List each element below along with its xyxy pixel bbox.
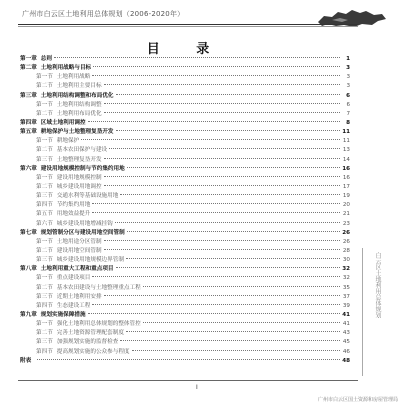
- toc-section-row[interactable]: [20, 146, 350, 155]
- toc-entry-number: 第二节: [36, 83, 53, 90]
- toc-entry-number: 第九章: [20, 311, 37, 318]
- toc-section-row[interactable]: [20, 302, 350, 311]
- toc-chapter-row[interactable]: [20, 265, 350, 274]
- toc-entry-number: 第五节: [36, 211, 53, 218]
- toc-dot-leader: [116, 130, 340, 131]
- toc-dot-leader: [54, 57, 340, 58]
- toc-entry-label: 总则: [40, 56, 52, 62]
- toc-section-row[interactable]: [20, 156, 350, 165]
- toc-dot-leader: [132, 350, 340, 351]
- toc-dot-leader: [104, 240, 340, 241]
- toc-entry-number: 第一节: [36, 138, 53, 145]
- toc-dot-leader: [92, 304, 340, 305]
- toc-entry-page: 41: [342, 311, 350, 318]
- toc-section-row[interactable]: [20, 201, 350, 210]
- toc-entry-page: 32: [342, 275, 350, 282]
- toc-dot-leader: [104, 103, 340, 104]
- toc-entry-number: 第五章: [20, 129, 37, 136]
- toc-chapter-row[interactable]: [20, 92, 350, 101]
- toc-title: 目 录: [146, 42, 226, 57]
- toc-entry-page: 43: [342, 330, 350, 337]
- toc-entry-label: 城乡建设用地调控: [56, 183, 102, 190]
- toc-entry-label: 土地用途分区管制: [56, 238, 102, 245]
- toc-entry-label: 生态建设工程: [56, 302, 91, 309]
- toc-entry-number: 第一节: [36, 74, 53, 81]
- toc-entry-page: 46: [342, 348, 350, 355]
- toc-chapter-row[interactable]: [20, 357, 350, 366]
- toc-entry-label: 土地利用结构调整和布局优化: [40, 92, 114, 99]
- toc-section-row[interactable]: [20, 247, 350, 256]
- toc-section-row[interactable]: [20, 82, 350, 91]
- toc-dot-leader: [81, 139, 340, 140]
- toc-entry-label: 基本农田建设与土地整理重点工程: [56, 284, 141, 291]
- toc-entry-page: 20: [342, 202, 350, 209]
- toc-entry-page: 3: [346, 74, 350, 81]
- toc-section-row[interactable]: [20, 320, 350, 329]
- toc-dot-leader: [92, 203, 340, 204]
- toc-dot-leader: [120, 340, 340, 341]
- toc-chapter-row[interactable]: [20, 165, 350, 174]
- toc-dot-leader: [127, 167, 340, 168]
- toc-section-row[interactable]: [20, 210, 350, 219]
- toc-entry-number: 第四节: [36, 202, 53, 209]
- toc-section-row[interactable]: [20, 256, 350, 265]
- toc-entry-number: 第八章: [20, 266, 37, 273]
- toc-entry-page: 21: [342, 211, 350, 218]
- header-title: 广州市白云区土地利用总体规划（2006-2020年）: [22, 10, 185, 18]
- toc-dot-leader: [143, 322, 340, 323]
- toc-section-row[interactable]: [20, 348, 350, 357]
- toc-section-row[interactable]: [20, 293, 350, 302]
- toc-entry-page: 13: [342, 147, 350, 154]
- toc-entry-page: 3: [346, 65, 350, 72]
- toc-dot-leader: [127, 231, 340, 232]
- toc-dot-leader: [104, 84, 340, 85]
- footer-organization: 广州市白云区国土资源和房屋管理局: [318, 397, 399, 403]
- toc-entry-number: 第七章: [20, 229, 37, 236]
- toc-entry-label: 土地利用布局优化: [56, 110, 102, 117]
- toc-dot-leader: [104, 158, 340, 159]
- toc-entry-number: 第三节: [36, 193, 53, 200]
- toc-dot-leader: [92, 75, 340, 76]
- toc-dot-leader: [116, 94, 340, 95]
- toc-entry-label: 城乡建设用地规模边界管制: [56, 257, 124, 264]
- toc-entry-number: 第三节: [36, 293, 53, 300]
- toc-entry-page: 30: [342, 257, 350, 264]
- toc-entry-number: 第一节: [36, 321, 53, 328]
- toc-entry-number: 第三节: [36, 156, 53, 163]
- toc-entry-page: 17: [342, 183, 350, 190]
- toc-section-row[interactable]: [20, 73, 350, 82]
- toc-dot-leader: [115, 222, 340, 223]
- toc-entry-number: 第三节: [36, 339, 53, 346]
- toc-entry-number: 第四章: [20, 119, 37, 126]
- toc-chapter-row[interactable]: [20, 229, 350, 238]
- toc-entry-label: 用地效益提升: [56, 211, 91, 218]
- toc-entry-number: 第三节: [36, 257, 53, 264]
- toc-dot-leader: [116, 267, 340, 268]
- toc-dot-leader: [109, 148, 340, 149]
- toc-entry-label: 城乡建设用地增减挂钩: [56, 220, 113, 227]
- header-rule: [18, 24, 358, 25]
- toc-section-row[interactable]: [20, 238, 350, 247]
- toc-entry-number: 第一节: [36, 238, 53, 245]
- header-rule-secondary: [18, 26, 358, 27]
- toc-entry-label: 土地利用主要目标: [56, 83, 102, 90]
- toc-entry-number: 第一章: [20, 56, 37, 62]
- toc-dot-leader: [126, 331, 340, 332]
- toc-dot-leader: [104, 176, 340, 177]
- toc-entry-number: 第六章: [20, 165, 37, 172]
- toc-entry-page: 41: [342, 321, 350, 328]
- toc-entry-page: 8: [346, 119, 350, 126]
- toc-entry-label: 基本农田保护与建设: [56, 147, 108, 154]
- toc-entry-number: 第三章: [20, 92, 37, 99]
- toc-entry-page: 6: [346, 101, 350, 108]
- toc-dot-leader: [92, 212, 340, 213]
- footer-rule: [18, 380, 358, 381]
- toc-section-row[interactable]: [20, 101, 350, 110]
- toc-entry-number: 第二节: [36, 247, 53, 254]
- toc-section-row[interactable]: [20, 192, 350, 201]
- toc-section-row[interactable]: [20, 220, 350, 229]
- toc-section-row[interactable]: [20, 174, 350, 183]
- toc-dot-leader: [88, 313, 340, 314]
- toc-entry-label: 规划管制分区与建设用地空间管制: [40, 229, 125, 236]
- toc-section-row[interactable]: [20, 183, 350, 192]
- toc-entry-label: 土地利用战略与目标: [40, 65, 92, 72]
- toc-entry-page: 48: [342, 357, 350, 364]
- toc-entry-page: 26: [342, 229, 350, 236]
- toc-section-row[interactable]: [20, 274, 350, 283]
- toc-entry-label: 交通水利等基础设施用地: [56, 193, 119, 200]
- toc-entry-number: 第二节: [36, 147, 53, 154]
- toc-entry-page: 28: [342, 247, 350, 254]
- toc-section-row[interactable]: [20, 110, 350, 119]
- toc-dot-leader: [143, 286, 340, 287]
- toc-dot-leader: [92, 276, 340, 277]
- toc-dot-leader: [104, 112, 340, 113]
- toc-section-row[interactable]: [20, 284, 350, 293]
- toc-chapter-row[interactable]: [20, 128, 350, 137]
- toc-entry-label: 土地利用结构调整: [56, 101, 102, 108]
- toc-entry-page: 35: [342, 284, 350, 291]
- toc-chapter-row[interactable]: [20, 55, 350, 64]
- toc-entry-page: 11: [342, 129, 350, 136]
- toc-entry-label: 完善土地资源管理配套制度: [56, 330, 124, 337]
- toc-entry-label: 建设用地空间管制: [56, 247, 102, 254]
- toc-section-row[interactable]: [20, 137, 350, 146]
- toc-entry-page: 19: [342, 193, 350, 200]
- toc-entry-number: 第二节: [36, 284, 53, 291]
- toc-dot-leader: [126, 258, 340, 259]
- toc-entry-label: 提高规划实施的公众参与程度: [56, 348, 130, 355]
- toc-entry-page: 32: [342, 266, 350, 273]
- toc-entry-page: 6: [346, 92, 350, 99]
- toc-entry-page: 3: [346, 83, 350, 90]
- toc-entry-page: 7: [346, 110, 350, 117]
- table-of-contents: [20, 55, 350, 366]
- toc-entry-label: 土地利用重大工程和重点项目: [40, 266, 114, 273]
- toc-chapter-row[interactable]: [20, 64, 350, 73]
- toc-entry-label: 建设用地规模控制: [56, 174, 102, 181]
- toc-section-row[interactable]: [20, 338, 350, 347]
- toc-entry-label: 耕地保护: [56, 138, 80, 145]
- toc-entry-page: 23: [342, 220, 350, 227]
- toc-entry-number: 第二节: [36, 183, 53, 190]
- toc-dot-leader: [104, 295, 340, 296]
- toc-entry-label: 土地利用战略: [56, 74, 91, 81]
- toc-entry-page: 39: [342, 302, 350, 309]
- toc-entry-label: 重点建设项目: [56, 275, 91, 282]
- toc-entry-label: 建设用地规模控制与节约集约用地: [40, 165, 125, 172]
- side-tab-text: 白云区土地利用总体规划: [374, 252, 381, 318]
- toc-entry-number: 第四节: [36, 302, 53, 309]
- toc-dot-leader: [104, 249, 340, 250]
- toc-entry-page: 14: [342, 156, 350, 163]
- toc-dot-leader: [104, 185, 340, 186]
- toc-dot-leader: [88, 121, 340, 122]
- toc-entry-number: 第六节: [36, 220, 53, 227]
- toc-entry-number: 第二节: [36, 330, 53, 337]
- toc-entry-label: 加强规划实施的监督检查: [56, 339, 119, 346]
- toc-entry-number: 第二节: [36, 110, 53, 117]
- page-header: [0, 0, 400, 28]
- toc-entry-label: 节约集约用地: [56, 202, 91, 209]
- toc-entry-label: 规划实施保障措施: [40, 311, 86, 318]
- toc-entry-label: 土地整理复垦开发: [56, 156, 102, 163]
- toc-section-row[interactable]: [20, 329, 350, 338]
- toc-entry-page: 37: [342, 293, 350, 300]
- toc-entry-number: 第四节: [36, 348, 53, 355]
- toc-entry-page: 45: [342, 339, 350, 346]
- toc-entry-label: 近期土地利用安排: [56, 293, 102, 300]
- toc-dot-leader: [37, 359, 340, 360]
- toc-dot-leader: [120, 194, 340, 195]
- toc-entry-page: 16: [342, 174, 350, 181]
- toc-entry-label: 区域土地利用调控: [40, 119, 86, 126]
- toc-entry-number: 第一节: [36, 275, 53, 282]
- toc-entry-number: 第二章: [20, 65, 37, 72]
- toc-entry-page: 26: [342, 238, 350, 245]
- toc-chapter-row[interactable]: [20, 311, 350, 320]
- toc-entry-page: 11: [342, 138, 350, 145]
- toc-entry-page: 1: [346, 56, 350, 62]
- toc-entry-number: 第一节: [36, 101, 53, 108]
- page-number: I: [196, 384, 198, 391]
- toc-chapter-row[interactable]: [20, 119, 350, 128]
- toc-entry-label: 耕地保护与土地整理复垦开发: [40, 129, 114, 136]
- toc-entry-label: 强化土地利用总体规划的整体管控: [56, 321, 141, 328]
- toc-entry-page: 16: [342, 165, 350, 172]
- toc-dot-leader: [93, 66, 340, 67]
- toc-entry-number: 附表: [20, 357, 32, 364]
- side-tab: [362, 248, 391, 376]
- toc-entry-number: 第一节: [36, 174, 53, 181]
